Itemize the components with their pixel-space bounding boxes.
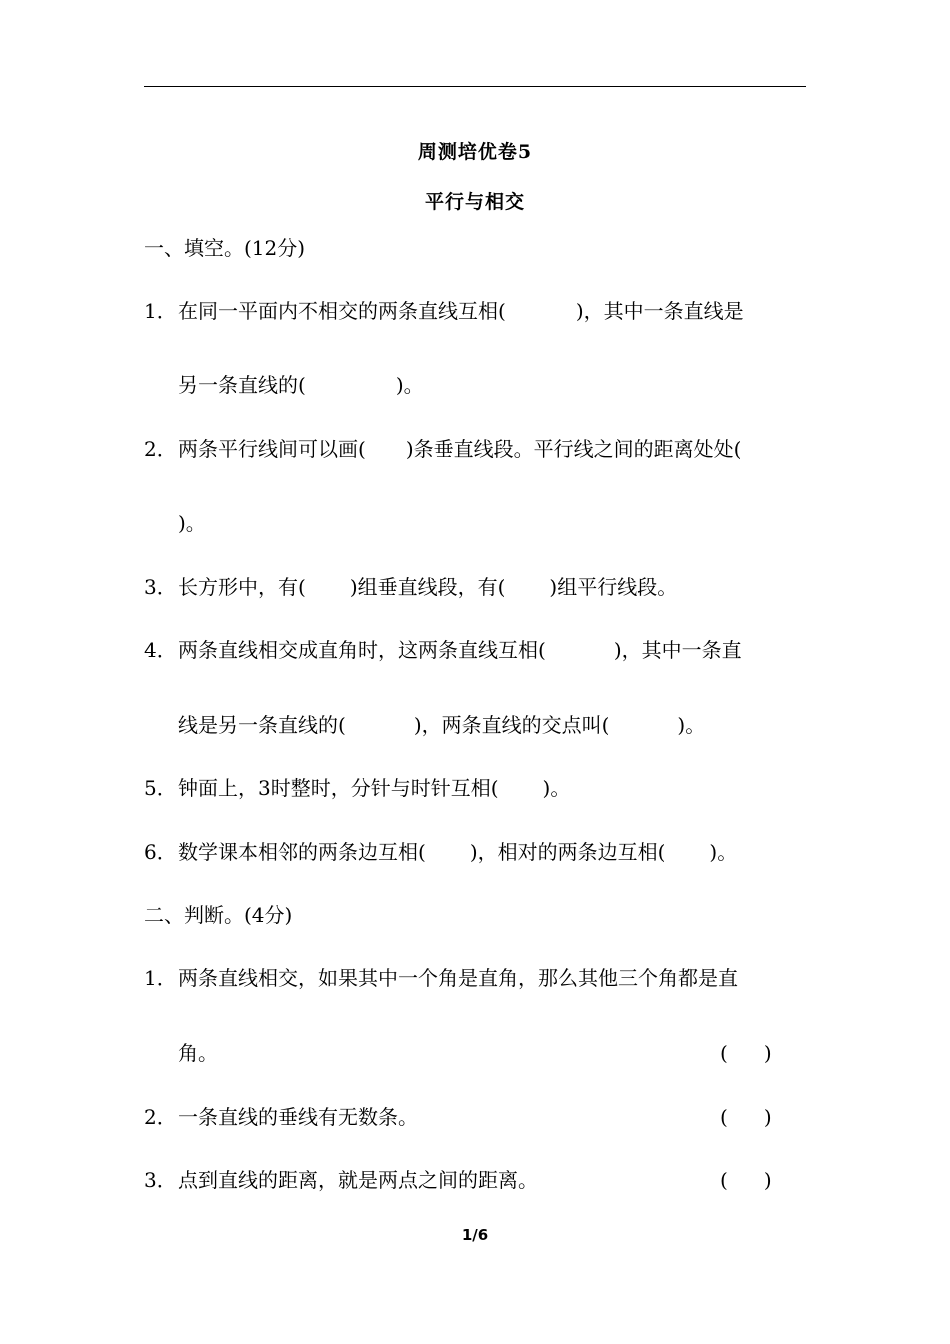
s1-q2-text-c: )。 xyxy=(178,511,206,535)
s1-q5-text-a: 钟面上，3时整时，分针与时针互相( xyxy=(178,776,499,800)
s1-q1-text-b: )，其中一条直线是 xyxy=(575,299,744,323)
s1-q1-line1 xyxy=(144,299,744,323)
s1-q3-text-c: )组平行线段。 xyxy=(549,575,678,599)
s1-q2-line2 xyxy=(178,511,206,535)
s2-q3-answer-box[interactable] xyxy=(720,1168,772,1192)
s1-q2-line1 xyxy=(144,437,741,461)
s1-q3-number: 3． xyxy=(144,575,177,599)
s1-q3-text-b: )组垂直线段，有( xyxy=(349,575,506,599)
s1-q2-text-b: )条垂直线段。平行线之间的距离处处( xyxy=(405,437,742,461)
paren-close: ) xyxy=(763,1168,772,1192)
s2-q2-number: 2． xyxy=(144,1105,177,1129)
s1-q6-text-a: 数学课本相邻的两条边互相( xyxy=(178,840,426,864)
s1-q1-number: 1． xyxy=(144,299,177,323)
s1-q5-text-b: )。 xyxy=(542,776,571,800)
s1-q1-text-d: )。 xyxy=(395,373,424,397)
s1-q5-number: 5． xyxy=(144,776,177,800)
s2-q1-text-a: 两条直线相交，如果其中一个角是直角，那么其他三个角都是直 xyxy=(178,966,738,990)
s2-q2-answer-box[interactable] xyxy=(720,1105,772,1129)
s2-q3 xyxy=(144,1168,538,1192)
page-number: 1/6 xyxy=(461,1226,489,1244)
paren-close: ) xyxy=(763,1041,772,1065)
s1-q2-number: 2． xyxy=(144,437,177,461)
s1-q4-text-d: )，两条直线的交点叫( xyxy=(413,713,610,737)
s1-q4-number: 4． xyxy=(144,638,177,662)
s2-q2 xyxy=(144,1105,418,1129)
paren-open: ( xyxy=(720,1041,728,1065)
header-rule xyxy=(144,86,806,87)
s2-q2-text-a: 一条直线的垂线有无数条。 xyxy=(178,1105,418,1129)
s1-q4-text-b: )，其中一条直 xyxy=(613,638,742,662)
paren-close: ) xyxy=(763,1105,772,1129)
section1-heading: 一、填空。(12分) xyxy=(144,236,306,260)
s1-q4-text-c: 线是另一条直线的( xyxy=(178,713,346,737)
s1-q4-text-a: 两条直线相交成直角时，这两条直线互相( xyxy=(178,638,546,662)
s1-q2-text-a: 两条平行线间可以画( xyxy=(178,437,366,461)
s1-q1-line2 xyxy=(178,373,424,397)
s1-q1-text-c: 另一条直线的( xyxy=(178,373,306,397)
s1-q1-text-a: 在同一平面内不相交的两条直线互相( xyxy=(178,299,506,323)
s2-q1-line2: 角。 xyxy=(178,1041,218,1065)
s2-q1-answer-box[interactable] xyxy=(720,1041,772,1065)
s2-q1-number: 1． xyxy=(144,966,177,990)
s1-q4-line1 xyxy=(144,638,742,662)
worksheet-title: 周测培优卷5 xyxy=(417,141,533,163)
s1-q3-text-a: 长方形中，有( xyxy=(178,575,306,599)
paren-open: ( xyxy=(720,1168,728,1192)
s1-q6-number: 6． xyxy=(144,840,177,864)
s2-q3-text-a: 点到直线的距离，就是两点之间的距离。 xyxy=(178,1168,538,1192)
paren-open: ( xyxy=(720,1105,728,1129)
s1-q3 xyxy=(144,575,677,599)
s1-q6-text-b: )，相对的两条边互相( xyxy=(469,840,666,864)
worksheet-subtitle: 平行与相交 xyxy=(424,191,525,213)
s1-q5 xyxy=(144,776,570,800)
s1-q6 xyxy=(144,840,737,864)
s1-q4-text-e: )。 xyxy=(677,713,706,737)
s1-q4-line2 xyxy=(178,713,705,737)
s1-q6-text-c: )。 xyxy=(709,840,738,864)
s2-q3-number: 3． xyxy=(144,1168,177,1192)
s2-q1-line1 xyxy=(144,966,738,990)
section2-heading: 二、判断。(4分) xyxy=(144,903,293,927)
